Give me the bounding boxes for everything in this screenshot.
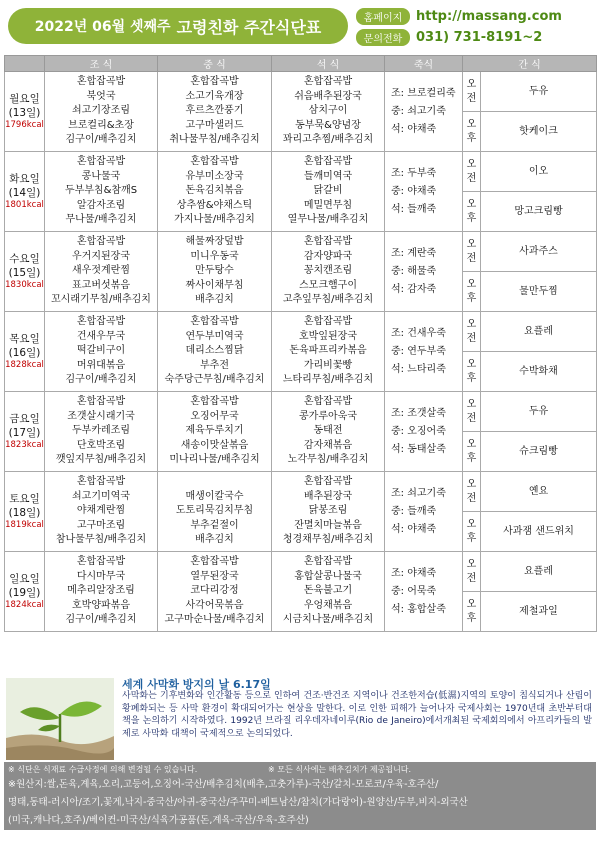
lunch-cell [158, 72, 272, 152]
snack-am: 사과주스 [481, 232, 597, 272]
pm-label [463, 432, 481, 472]
dinner-item: 혼합잡곡밥 [303, 156, 353, 168]
header [0, 0, 600, 50]
breakfast-item: 혼합잡곡밥 [76, 236, 126, 248]
lunch-item: 혼합잡곡밥 [190, 556, 239, 568]
breakfast-item: 쇠고기미역국 [72, 490, 130, 502]
dinner-item: 돈육불고기 [303, 585, 353, 597]
pm-char: 후 [466, 132, 477, 144]
breakfast-item: 머위대볶음 [76, 359, 126, 371]
dinner-item: 청경채무침/배추김치 [282, 534, 374, 546]
campaign-text: 사막화는 기후변화와 인간활동 등으로 인하여 건조·반건조 지역이나 건조한저습(低濕)지역의 토양이 침식되거나 산림이 황폐화되는 등 사막 환경이 확대되어가는 현상을 말한다. 이로 인한 피해가 늘어나자 국제사회는 1970년대 초반부터대책을 논의하기 시작하였다. 1992년 브라질 리우데자네이루(Rio de Janeiro)에서개최된 국제회의에서 아프리카들의 발제로 사막화 대책이 국제적으로 논의되었다. [122, 691, 592, 739]
juk-cell [385, 552, 463, 632]
corner-cell [5, 56, 45, 72]
am-char: 오 [466, 238, 477, 250]
pm-char: 후 [466, 532, 477, 544]
snack-pm: 사과잼 샌드위치 [481, 512, 597, 552]
juk-item: 석: 야채죽 [391, 523, 437, 535]
dinner-item: 혼합잡곡밥 [303, 476, 353, 488]
snack-am: 요플레 [481, 312, 597, 352]
day-cell [5, 72, 45, 152]
lunch-item [158, 475, 271, 490]
dinner-item: 닭갈비 [313, 185, 343, 197]
day-cell [5, 312, 45, 392]
lunch-cell [158, 232, 272, 312]
title-prefix: 2022년 06월 셋째주 [34, 19, 171, 35]
breakfast-item: 쇠고기장조림 [72, 105, 130, 117]
pm-char: 후 [466, 372, 477, 384]
day-row [5, 552, 597, 592]
lunch-cell [158, 392, 272, 472]
lunch-item: 미나리나물/배추김치 [169, 454, 260, 466]
day-row [5, 72, 597, 112]
breakfast-item: 김구이/배추김치 [65, 614, 137, 626]
lunch-item: 부추전 [200, 359, 229, 371]
lunch-header: 중 식 [158, 56, 272, 72]
day-date: (15일) [8, 266, 41, 279]
dinner-item: 스모크햄구이 [299, 279, 357, 291]
title-main: 고령친화 주간식단표 [176, 17, 322, 37]
day-row [5, 152, 597, 192]
juk-header: 죽식 [385, 56, 463, 72]
breakfast-cell [45, 552, 158, 632]
lunch-item: 도토리묵김치무침 [175, 505, 254, 517]
lunch-item: 상추쌈&야채스틱 [176, 199, 253, 211]
am-char: 오 [466, 478, 477, 490]
campaign-box [4, 674, 596, 762]
day-row [5, 392, 597, 432]
day-kcal: 1819kcal [5, 519, 44, 530]
juk-item: 석: 동태살죽 [391, 443, 446, 455]
pm-label [463, 272, 481, 312]
pm-char: 후 [466, 452, 477, 464]
snack-pm: 슈크림빵 [481, 432, 597, 472]
day-date: (19일) [8, 586, 41, 599]
day-date: (16일) [8, 346, 41, 359]
juk-item: 석: 느타리죽 [391, 363, 446, 375]
menu-title [8, 8, 348, 44]
juk-item: 중: 오징어죽 [391, 425, 446, 437]
dinner-item: 홍합살콩나물국 [294, 570, 362, 582]
breakfast-item: 김구이/배추김치 [65, 374, 137, 386]
breakfast-item: 김구이/배추김치 [65, 134, 137, 146]
am-label [463, 552, 481, 592]
juk-cell [385, 392, 463, 472]
snack-pm: 수박화채 [481, 352, 597, 392]
breakfast-cell [45, 152, 158, 232]
pm-char: 후 [466, 292, 477, 304]
dinner-item: 고추잎무침/배추김치 [282, 294, 374, 306]
dinner-item: 동부묵&양념장 [295, 119, 361, 131]
juk-item: 중: 들깨죽 [391, 505, 437, 517]
am-char: 전 [466, 92, 477, 104]
snack-am: 요플레 [481, 552, 597, 592]
lunch-item: 혼합잡곡밥 [190, 396, 239, 408]
lunch-cell [158, 312, 272, 392]
breakfast-item: 두부카레조림 [72, 425, 130, 437]
day-kcal: 1796kcal [5, 119, 44, 130]
breakfast-item: 혼합잡곡밥 [76, 316, 126, 328]
breakfast-item: 꼬시래기무침/배추김치 [51, 294, 151, 306]
breakfast-item: 콩나물국 [81, 170, 121, 182]
dinner-item: 꽁치캔조림 [303, 265, 353, 277]
notice-kimchi: ※ 모든 식사에는 배추김치가 제공됩니다. [268, 765, 412, 774]
juk-item: 조: 쇠고기죽 [391, 487, 446, 499]
am-char: 전 [466, 492, 477, 504]
juk-item: 중: 연두부죽 [391, 345, 446, 357]
breakfast-item: 혼합잡곡밥 [76, 556, 126, 568]
day-name: 화요일 [9, 172, 40, 185]
origin-line: (미국,캐나다,호주)/베이컨-미국산/식육가공품(돈,계육-국산/우육-호주산) [8, 815, 309, 826]
pm-char: 오 [466, 518, 477, 530]
juk-cell [385, 152, 463, 232]
am-char: 오 [466, 558, 477, 570]
breakfast-cell [45, 472, 158, 552]
dinner-item: 느타리무침/배추김치 [282, 374, 374, 386]
juk-item: 석: 야채죽 [391, 123, 437, 135]
dinner-item: 감자채볶음 [303, 439, 353, 451]
pm-char: 오 [466, 358, 477, 370]
juk-item: 조: 계란죽 [391, 247, 437, 259]
day-row [5, 232, 597, 272]
day-kcal: 1828kcal [5, 359, 44, 370]
day-cell [5, 472, 45, 552]
lunch-item: 취나물무침/배추김치 [169, 134, 260, 146]
dinner-item: 혼합잡곡밥 [303, 236, 353, 248]
pm-char: 오 [466, 598, 477, 610]
pm-label [463, 512, 481, 552]
dinner-item: 삼치구이 [308, 105, 348, 117]
pm-char: 후 [466, 612, 477, 624]
sprout-illustration [6, 678, 114, 760]
breakfast-item: 야채계란찜 [76, 505, 126, 517]
lunch-item: 고구마샐러드 [185, 119, 244, 131]
dinner-cell [272, 472, 385, 552]
lunch-item: 만두탕수 [195, 265, 234, 277]
am-label [463, 72, 481, 112]
juk-item: 중: 쇠고기죽 [391, 105, 446, 117]
snack-pm: 제철과일 [481, 592, 597, 632]
homepage-link[interactable]: http://massang.com [416, 9, 562, 24]
dinner-item: 꽈리고추찜/배추김치 [282, 134, 374, 146]
am-label [463, 312, 481, 352]
lunch-item: 해물짜장덮밥 [185, 236, 244, 248]
dinner-item: 동태전 [313, 425, 343, 437]
dinner-item: 혼합잡곡밥 [303, 396, 353, 408]
am-label [463, 232, 481, 272]
lunch-item: 숙주당근무침/배추김치 [164, 374, 265, 386]
am-char: 오 [466, 318, 477, 330]
table-header-row [5, 56, 597, 72]
day-cell [5, 552, 45, 632]
pm-char: 오 [466, 438, 477, 450]
breakfast-item: 혼합잡곡밥 [76, 156, 126, 168]
juk-item: 중: 어묵죽 [391, 585, 437, 597]
lunch-item: 혼합잡곡밥 [190, 316, 239, 328]
snack-am: 옌요 [481, 472, 597, 512]
dinner-item: 닭봉조림 [308, 505, 348, 517]
juk-item: 중: 야채죽 [391, 185, 437, 197]
day-kcal: 1823kcal [5, 439, 44, 450]
day-name: 목요일 [9, 332, 40, 345]
am-char: 전 [466, 412, 477, 424]
breakfast-item: 북엇국 [86, 90, 116, 102]
weekly-menu-table [4, 55, 597, 632]
dinner-item: 혼합잡곡밥 [303, 556, 353, 568]
breakfast-item: 조갯살시래기국 [67, 410, 135, 422]
day-row [5, 472, 597, 512]
lunch-item: 배추김치 [195, 534, 234, 546]
day-name: 월요일 [9, 92, 40, 105]
breakfast-cell [45, 392, 158, 472]
lunch-item: 연두부미역국 [185, 330, 244, 342]
lunch-item: 소고기육개장 [185, 90, 244, 102]
breakfast-header: 조 식 [45, 56, 158, 72]
dinner-item: 쉬음배추된장국 [294, 90, 362, 102]
lunch-item: 데리소스찜닭 [185, 345, 244, 357]
day-date: (14일) [8, 186, 41, 199]
lunch-item: 미니우동국 [190, 250, 239, 262]
lunch-item: 후르츠깐풍기 [185, 105, 244, 117]
breakfast-item: 깻잎지무침/배추김치 [55, 454, 147, 466]
dinner-item: 시금치나물/배추김치 [282, 614, 374, 626]
am-char: 오 [466, 78, 477, 90]
juk-cell [385, 232, 463, 312]
dinner-cell [272, 72, 385, 152]
breakfast-item: 혼합잡곡밥 [76, 76, 126, 88]
am-label [463, 152, 481, 192]
breakfast-item: 떡갈비구이 [76, 345, 126, 357]
breakfast-item: 고구마조림 [76, 519, 126, 531]
phone-number: 031) 731-8191~2 [416, 30, 543, 45]
homepage-label: 홈페이지 [356, 8, 410, 25]
breakfast-item: 새우젓계란찜 [72, 265, 130, 277]
pm-char: 오 [466, 118, 477, 130]
breakfast-item: 브로컬리&초장 [68, 119, 134, 131]
breakfast-item: 혼합잡곡밥 [76, 476, 126, 488]
lunch-item: 사각어묵볶음 [185, 599, 244, 611]
dinner-item: 콩가루아욱국 [299, 410, 357, 422]
phone-label: 문의전화 [356, 29, 410, 46]
juk-cell [385, 312, 463, 392]
notice-box [4, 762, 596, 830]
snack-am: 두유 [481, 72, 597, 112]
day-name: 일요일 [9, 572, 40, 585]
am-label [463, 392, 481, 432]
day-kcal: 1830kcal [5, 279, 44, 290]
snack-am: 두유 [481, 392, 597, 432]
breakfast-item: 두부부침&참깨S [64, 185, 138, 197]
dinner-cell [272, 152, 385, 232]
breakfast-item: 메추리알장조림 [67, 585, 135, 597]
dinner-cell [272, 232, 385, 312]
lunch-item: 오징어무국 [190, 410, 239, 422]
dinner-cell [272, 392, 385, 472]
lunch-item: 제육두루치기 [185, 425, 244, 437]
day-cell [5, 232, 45, 312]
dinner-item: 가리비꽃빵 [303, 359, 353, 371]
lunch-item: 유부미소장국 [185, 170, 244, 182]
day-cell [5, 392, 45, 472]
am-char: 전 [466, 252, 477, 264]
dinner-item: 배추된장국 [303, 490, 353, 502]
breakfast-item: 알감자조림 [76, 199, 126, 211]
breakfast-item: 혼합잡곡밥 [76, 396, 126, 408]
breakfast-cell [45, 72, 158, 152]
breakfast-item: 다시마무국 [76, 570, 126, 582]
day-name: 수요일 [9, 252, 40, 265]
lunch-item: 매생이칼국수 [185, 490, 244, 502]
juk-item: 석: 감자죽 [391, 283, 437, 295]
day-date: (13일) [8, 106, 41, 119]
pm-label [463, 352, 481, 392]
lunch-item: 코다리강정 [190, 585, 239, 597]
day-kcal: 1801kcal [5, 199, 44, 210]
juk-cell [385, 472, 463, 552]
lunch-item: 혼합잡곡밥 [190, 76, 239, 88]
juk-cell [385, 72, 463, 152]
dinner-item: 노각무침/배추김치 [287, 454, 369, 466]
juk-item: 조: 두부죽 [391, 167, 437, 179]
breakfast-cell [45, 232, 158, 312]
dinner-item: 우엉채볶음 [303, 599, 353, 611]
breakfast-item: 표고버섯볶음 [72, 279, 130, 291]
origin-line: 명태,동태-러시아/조기,꽃게,낙지-중국산/아귀-중국산/주꾸미-베트남산/참치(가다랑어)-원양산/두부,비지-외국산 [8, 797, 468, 808]
snack-pm: 핫케이크 [481, 112, 597, 152]
snack-header: 간 식 [463, 56, 597, 72]
day-name: 금요일 [9, 412, 40, 425]
lunch-item: 열무된장국 [190, 570, 239, 582]
pm-char: 오 [466, 278, 477, 290]
snack-am: 이오 [481, 152, 597, 192]
breakfast-item: 단호박조림 [76, 439, 126, 451]
notice-menu-change: ※ 식단은 식재료 수급사정에 의해 변경될 수 있습니다. [8, 765, 198, 774]
snack-pm: 망고크림빵 [481, 192, 597, 232]
pm-char: 후 [466, 212, 477, 224]
day-date: (17일) [8, 426, 41, 439]
juk-item: 조: 조갯살죽 [391, 407, 446, 419]
lunch-item: 돈육김치볶음 [185, 185, 244, 197]
dinner-item: 혼합잡곡밥 [303, 316, 353, 328]
breakfast-cell [45, 312, 158, 392]
dinner-item: 혼합잡곡밥 [303, 76, 353, 88]
breakfast-item: 무나물/배추김치 [65, 214, 137, 226]
snack-pm: 물만두찜 [481, 272, 597, 312]
dinner-item: 잔멸치마늘볶음 [294, 519, 362, 531]
pm-label [463, 112, 481, 152]
am-char: 오 [466, 398, 477, 410]
juk-item: 조: 건새우죽 [391, 327, 446, 339]
breakfast-item: 건새우무국 [76, 330, 126, 342]
juk-item: 조: 브로컬리죽 [391, 87, 456, 99]
dinner-item: 메밀면무침 [303, 199, 353, 211]
dinner-item: 돈육파프리카볶음 [289, 345, 367, 357]
breakfast-item: 호박양파볶음 [72, 599, 130, 611]
dinner-item: 들깨미역국 [303, 170, 353, 182]
am-char: 전 [466, 332, 477, 344]
pm-label [463, 592, 481, 632]
juk-item: 석: 홍합살죽 [391, 603, 446, 615]
lunch-item: 새송이맛살볶음 [180, 439, 249, 451]
day-name: 토요일 [9, 492, 40, 505]
campaign-title: 세계 사막화 방지의 날 6.17일 [122, 678, 271, 691]
dinner-cell [272, 312, 385, 392]
am-label [463, 472, 481, 512]
lunch-cell [158, 552, 272, 632]
pm-label [463, 192, 481, 232]
breakfast-item: 참나물무침/배추김치 [55, 534, 147, 546]
dinner-item: 감자양파국 [303, 250, 353, 262]
dinner-item: 호박잎된장국 [299, 330, 357, 342]
lunch-item: 짜사이채무침 [185, 279, 244, 291]
day-kcal: 1824kcal [5, 599, 44, 610]
pm-char: 오 [466, 198, 477, 210]
dinner-cell [272, 552, 385, 632]
day-date: (18일) [8, 506, 41, 519]
lunch-item: 가지나물/배추김치 [174, 214, 255, 226]
lunch-cell [158, 472, 272, 552]
lunch-item: 배추김치 [195, 294, 234, 306]
am-char: 전 [466, 572, 477, 584]
dinner-header: 석 식 [272, 56, 385, 72]
dinner-item: 열무나물/배추김치 [287, 214, 369, 226]
day-cell [5, 152, 45, 232]
day-row [5, 312, 597, 352]
lunch-item: 고구마순나물/배추김치 [164, 614, 265, 626]
juk-item: 조: 야채죽 [391, 567, 437, 579]
am-char: 전 [466, 172, 477, 184]
juk-item: 중: 해물죽 [391, 265, 437, 277]
lunch-item: 부추겉절이 [190, 519, 239, 531]
am-char: 오 [466, 158, 477, 170]
origin-line: ※원산지:쌀,돈육,계육,오리,고등어,오징어-국산/배추김치(배추,고춧가루)-국산/갈치-모로코/우육-호주산/ [8, 779, 439, 790]
lunch-item: 혼합잡곡밥 [190, 156, 239, 168]
juk-item: 석: 들깨죽 [391, 203, 437, 215]
lunch-cell [158, 152, 272, 232]
breakfast-item: 우거지된장국 [72, 250, 130, 262]
contact-info [356, 6, 596, 50]
